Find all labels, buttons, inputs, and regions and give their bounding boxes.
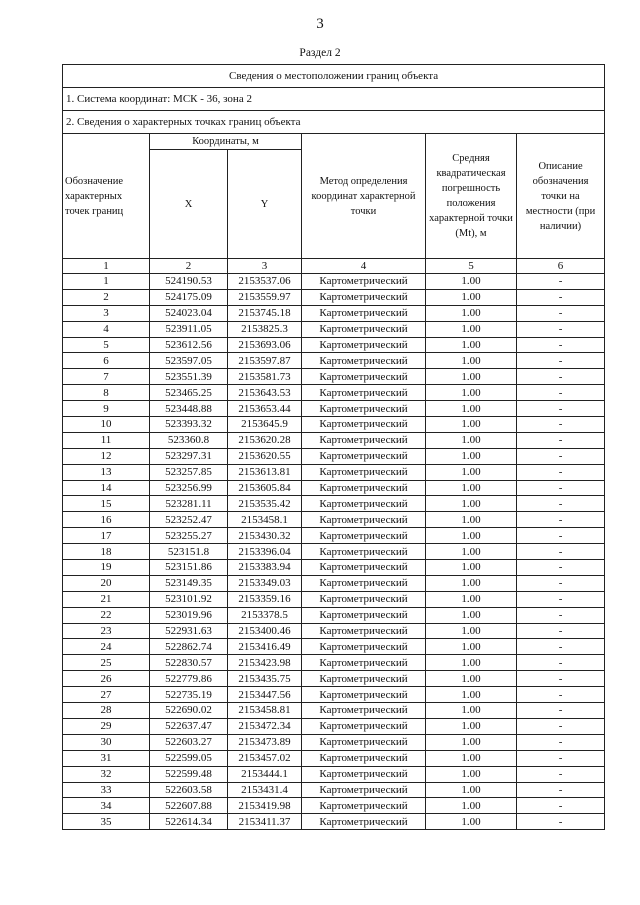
point-number-cell: 16 [63, 512, 150, 528]
table-row [63, 703, 605, 719]
description-cell: - [517, 591, 605, 607]
column-number: 2 [150, 259, 228, 274]
x-coordinate-cell: 523149.35 [150, 575, 228, 591]
description-cell: - [517, 718, 605, 734]
description-cell: - [517, 337, 605, 353]
table-row [63, 369, 605, 385]
x-coordinate-cell: 522599.48 [150, 766, 228, 782]
x-coordinate-cell: 522779.86 [150, 671, 228, 687]
point-number-cell: 25 [63, 655, 150, 671]
x-coordinate-cell: 523393.32 [150, 417, 228, 433]
method-cell: Картометрический [302, 512, 426, 528]
description-cell: - [517, 607, 605, 623]
method-cell: Картометрический [302, 353, 426, 369]
y-coordinate-cell: 2153378.5 [228, 607, 302, 623]
description-cell: - [517, 417, 605, 433]
point-number-cell: 9 [63, 401, 150, 417]
description-cell: - [517, 671, 605, 687]
table-row [63, 274, 605, 290]
table-row [63, 480, 605, 496]
method-cell: Картометрический [302, 798, 426, 814]
point-number-cell: 23 [63, 623, 150, 639]
description-cell: - [517, 623, 605, 639]
y-coordinate-cell: 2153745.18 [228, 305, 302, 321]
description-cell: - [517, 750, 605, 766]
y-coordinate-cell: 2153645.9 [228, 417, 302, 433]
table-title: Сведения о местоположении границ объекта [63, 65, 605, 88]
error-cell: 1.00 [426, 480, 517, 496]
error-cell: 1.00 [426, 766, 517, 782]
coord-system: 1. Система координат: МСК - 36, зона 2 [63, 88, 605, 111]
error-cell: 1.00 [426, 718, 517, 734]
error-cell: 1.00 [426, 544, 517, 560]
x-coordinate-cell: 523151.86 [150, 560, 228, 576]
point-number-cell: 29 [63, 718, 150, 734]
header-y: Y [228, 150, 302, 259]
description-cell: - [517, 480, 605, 496]
method-cell: Картометрический [302, 432, 426, 448]
description-cell: - [517, 432, 605, 448]
table-row [63, 289, 605, 305]
method-cell: Картометрический [302, 305, 426, 321]
point-number-cell: 15 [63, 496, 150, 512]
point-number-cell: 6 [63, 353, 150, 369]
method-cell: Картометрический [302, 369, 426, 385]
method-cell: Картометрический [302, 703, 426, 719]
x-coordinate-cell: 523256.99 [150, 480, 228, 496]
method-cell: Картометрический [302, 448, 426, 464]
table-row [63, 544, 605, 560]
point-number-cell: 26 [63, 671, 150, 687]
description-cell: - [517, 496, 605, 512]
point-number-cell: 19 [63, 560, 150, 576]
method-cell: Картометрический [302, 639, 426, 655]
point-number-cell: 3 [63, 305, 150, 321]
description-cell: - [517, 734, 605, 750]
x-coordinate-cell: 523448.88 [150, 401, 228, 417]
y-coordinate-cell: 2153613.81 [228, 464, 302, 480]
page-number: 3 [316, 16, 324, 32]
error-cell: 1.00 [426, 353, 517, 369]
description-cell: - [517, 639, 605, 655]
method-cell: Картометрический [302, 544, 426, 560]
point-number-cell: 21 [63, 591, 150, 607]
column-number: 5 [426, 259, 517, 274]
y-coordinate-cell: 2153430.32 [228, 528, 302, 544]
x-coordinate-cell: 522603.27 [150, 734, 228, 750]
description-cell: - [517, 448, 605, 464]
point-number-cell: 5 [63, 337, 150, 353]
x-coordinate-cell: 522862.74 [150, 639, 228, 655]
method-cell: Картометрический [302, 464, 426, 480]
table-row [63, 782, 605, 798]
error-cell: 1.00 [426, 703, 517, 719]
y-coordinate-cell: 2153447.56 [228, 687, 302, 703]
point-number-cell: 11 [63, 432, 150, 448]
column-numbers-row [63, 259, 605, 274]
error-cell: 1.00 [426, 417, 517, 433]
error-cell: 1.00 [426, 305, 517, 321]
error-cell: 1.00 [426, 432, 517, 448]
x-coordinate-cell: 523257.85 [150, 464, 228, 480]
error-cell: 1.00 [426, 798, 517, 814]
error-cell: 1.00 [426, 591, 517, 607]
x-coordinate-cell: 522690.02 [150, 703, 228, 719]
description-cell: - [517, 321, 605, 337]
y-coordinate-cell: 2153620.55 [228, 448, 302, 464]
method-cell: Картометрический [302, 289, 426, 305]
x-coordinate-cell: 523551.39 [150, 369, 228, 385]
table-row [63, 607, 605, 623]
method-cell: Картометрический [302, 575, 426, 591]
x-coordinate-cell: 524190.53 [150, 274, 228, 290]
description-cell: - [517, 703, 605, 719]
x-coordinate-cell: 523612.56 [150, 337, 228, 353]
method-cell: Картометрический [302, 718, 426, 734]
table-row [63, 560, 605, 576]
method-cell: Картометрический [302, 687, 426, 703]
x-coordinate-cell: 522603.58 [150, 782, 228, 798]
header-description: Описание обозначения точки на местности (при наличии) [517, 134, 605, 259]
x-coordinate-cell: 523597.05 [150, 353, 228, 369]
point-number-cell: 20 [63, 575, 150, 591]
error-cell: 1.00 [426, 607, 517, 623]
description-cell: - [517, 766, 605, 782]
y-coordinate-cell: 2153416.49 [228, 639, 302, 655]
column-number: 3 [228, 259, 302, 274]
point-number-cell: 10 [63, 417, 150, 433]
point-number-cell: 35 [63, 814, 150, 830]
error-cell: 1.00 [426, 321, 517, 337]
x-coordinate-cell: 522599.05 [150, 750, 228, 766]
description-cell: - [517, 401, 605, 417]
x-coordinate-cell: 522931.63 [150, 623, 228, 639]
x-coordinate-cell: 523297.31 [150, 448, 228, 464]
header-error: Средняя квадратическая погрешность положения характерной точки (Mt), м [426, 134, 517, 259]
x-coordinate-cell: 523281.11 [150, 496, 228, 512]
method-cell: Картометрический [302, 401, 426, 417]
method-cell: Картометрический [302, 623, 426, 639]
table-row [63, 528, 605, 544]
y-coordinate-cell: 2153444.1 [228, 766, 302, 782]
table-row [63, 671, 605, 687]
point-number-cell: 17 [63, 528, 150, 544]
x-coordinate-cell: 523360.8 [150, 432, 228, 448]
y-coordinate-cell: 2153457.02 [228, 750, 302, 766]
point-number-cell: 24 [63, 639, 150, 655]
x-coordinate-cell: 522830.57 [150, 655, 228, 671]
point-number-cell: 13 [63, 464, 150, 480]
description-cell: - [517, 575, 605, 591]
y-coordinate-cell: 2153431.4 [228, 782, 302, 798]
table-row [63, 305, 605, 321]
table-row [63, 401, 605, 417]
header-designation: Обозначение характерных точек границ [63, 134, 150, 259]
description-cell: - [517, 512, 605, 528]
y-coordinate-cell: 2153473.89 [228, 734, 302, 750]
method-cell: Картометрический [302, 655, 426, 671]
method-cell: Картометрический [302, 734, 426, 750]
point-number-cell: 34 [63, 798, 150, 814]
error-cell: 1.00 [426, 639, 517, 655]
x-coordinate-cell: 522607.88 [150, 798, 228, 814]
x-coordinate-cell: 522614.34 [150, 814, 228, 830]
table-row [63, 432, 605, 448]
error-cell: 1.00 [426, 575, 517, 591]
table-row [63, 417, 605, 433]
error-cell: 1.00 [426, 687, 517, 703]
table-row [63, 766, 605, 782]
table-row [63, 814, 605, 830]
error-cell: 1.00 [426, 814, 517, 830]
description-cell: - [517, 305, 605, 321]
method-cell: Картометрический [302, 480, 426, 496]
x-coordinate-cell: 523101.92 [150, 591, 228, 607]
method-cell: Картометрический [302, 607, 426, 623]
table-row [63, 575, 605, 591]
x-coordinate-cell: 523019.96 [150, 607, 228, 623]
point-number-cell: 1 [63, 274, 150, 290]
description-cell: - [517, 289, 605, 305]
table-row [63, 321, 605, 337]
table-row [63, 655, 605, 671]
table-row [63, 496, 605, 512]
error-cell: 1.00 [426, 289, 517, 305]
y-coordinate-cell: 2153597.87 [228, 353, 302, 369]
table-row [63, 687, 605, 703]
header-method: Метод определения координат характерной точки [302, 134, 426, 259]
description-cell: - [517, 782, 605, 798]
method-cell: Картометрический [302, 814, 426, 830]
y-coordinate-cell: 2153435.75 [228, 671, 302, 687]
column-number: 4 [302, 259, 426, 274]
header-x: X [150, 150, 228, 259]
point-number-cell: 4 [63, 321, 150, 337]
point-number-cell: 22 [63, 607, 150, 623]
method-cell: Картометрический [302, 417, 426, 433]
error-cell: 1.00 [426, 623, 517, 639]
method-cell: Картометрический [302, 385, 426, 401]
table-row [63, 385, 605, 401]
column-number: 1 [63, 259, 150, 274]
error-cell: 1.00 [426, 750, 517, 766]
table-row [63, 464, 605, 480]
y-coordinate-cell: 2153411.37 [228, 814, 302, 830]
header-coordinates: Координаты, м [150, 134, 302, 150]
point-number-cell: 2 [63, 289, 150, 305]
method-cell: Картометрический [302, 671, 426, 687]
error-cell: 1.00 [426, 448, 517, 464]
y-coordinate-cell: 2153458.1 [228, 512, 302, 528]
x-coordinate-cell: 523151.8 [150, 544, 228, 560]
point-number-cell: 18 [63, 544, 150, 560]
point-number-cell: 8 [63, 385, 150, 401]
x-coordinate-cell: 522735.19 [150, 687, 228, 703]
table-row [63, 734, 605, 750]
y-coordinate-cell: 2153359.16 [228, 591, 302, 607]
y-coordinate-cell: 2153653.44 [228, 401, 302, 417]
description-cell: - [517, 274, 605, 290]
table-row [63, 623, 605, 639]
description-cell: - [517, 369, 605, 385]
points-heading: 2. Сведения о характерных точках границ объекта [63, 111, 605, 134]
description-cell: - [517, 687, 605, 703]
x-coordinate-cell: 523911.05 [150, 321, 228, 337]
point-number-cell: 31 [63, 750, 150, 766]
y-coordinate-cell: 2153423.98 [228, 655, 302, 671]
description-cell: - [517, 385, 605, 401]
table-row [63, 591, 605, 607]
method-cell: Картометрический [302, 337, 426, 353]
method-cell: Картометрический [302, 321, 426, 337]
table-row [63, 718, 605, 734]
point-number-cell: 32 [63, 766, 150, 782]
y-coordinate-cell: 2153535.42 [228, 496, 302, 512]
table-row [63, 512, 605, 528]
y-coordinate-cell: 2153400.46 [228, 623, 302, 639]
error-cell: 1.00 [426, 496, 517, 512]
y-coordinate-cell: 2153458.81 [228, 703, 302, 719]
error-cell: 1.00 [426, 385, 517, 401]
table-row [63, 353, 605, 369]
y-coordinate-cell: 2153472.34 [228, 718, 302, 734]
description-cell: - [517, 528, 605, 544]
y-coordinate-cell: 2153581.73 [228, 369, 302, 385]
error-cell: 1.00 [426, 782, 517, 798]
x-coordinate-cell: 523252.47 [150, 512, 228, 528]
x-coordinate-cell: 522637.47 [150, 718, 228, 734]
x-coordinate-cell: 523465.25 [150, 385, 228, 401]
method-cell: Картометрический [302, 560, 426, 576]
table-row [63, 639, 605, 655]
description-cell: - [517, 464, 605, 480]
table-row [63, 448, 605, 464]
column-number: 6 [517, 259, 605, 274]
section-title: Раздел 2 [299, 47, 341, 59]
point-number-cell: 12 [63, 448, 150, 464]
method-cell: Картометрический [302, 274, 426, 290]
y-coordinate-cell: 2153693.06 [228, 337, 302, 353]
error-cell: 1.00 [426, 671, 517, 687]
method-cell: Картометрический [302, 528, 426, 544]
method-cell: Картометрический [302, 496, 426, 512]
error-cell: 1.00 [426, 274, 517, 290]
table-row [63, 337, 605, 353]
y-coordinate-cell: 2153620.28 [228, 432, 302, 448]
method-cell: Картометрический [302, 591, 426, 607]
description-cell: - [517, 353, 605, 369]
error-cell: 1.00 [426, 655, 517, 671]
x-coordinate-cell: 524023.04 [150, 305, 228, 321]
error-cell: 1.00 [426, 734, 517, 750]
table-row [63, 750, 605, 766]
y-coordinate-cell: 2153537.06 [228, 274, 302, 290]
error-cell: 1.00 [426, 528, 517, 544]
point-number-cell: 27 [63, 687, 150, 703]
description-cell: - [517, 560, 605, 576]
point-number-cell: 30 [63, 734, 150, 750]
method-cell: Картометрический [302, 750, 426, 766]
description-cell: - [517, 544, 605, 560]
point-number-cell: 14 [63, 480, 150, 496]
error-cell: 1.00 [426, 401, 517, 417]
y-coordinate-cell: 2153349.03 [228, 575, 302, 591]
y-coordinate-cell: 2153396.04 [228, 544, 302, 560]
table-row [63, 798, 605, 814]
y-coordinate-cell: 2153825.3 [228, 321, 302, 337]
description-cell: - [517, 814, 605, 830]
y-coordinate-cell: 2153383.94 [228, 560, 302, 576]
method-cell: Картометрический [302, 766, 426, 782]
method-cell: Картометрический [302, 782, 426, 798]
error-cell: 1.00 [426, 464, 517, 480]
point-number-cell: 28 [63, 703, 150, 719]
description-cell: - [517, 655, 605, 671]
y-coordinate-cell: 2153559.97 [228, 289, 302, 305]
x-coordinate-cell: 523255.27 [150, 528, 228, 544]
y-coordinate-cell: 2153605.84 [228, 480, 302, 496]
y-coordinate-cell: 2153419.98 [228, 798, 302, 814]
error-cell: 1.00 [426, 337, 517, 353]
description-cell: - [517, 798, 605, 814]
error-cell: 1.00 [426, 560, 517, 576]
x-coordinate-cell: 524175.09 [150, 289, 228, 305]
error-cell: 1.00 [426, 512, 517, 528]
point-number-cell: 7 [63, 369, 150, 385]
y-coordinate-cell: 2153643.53 [228, 385, 302, 401]
error-cell: 1.00 [426, 369, 517, 385]
boundary-points-table [62, 64, 605, 830]
point-number-cell: 33 [63, 782, 150, 798]
